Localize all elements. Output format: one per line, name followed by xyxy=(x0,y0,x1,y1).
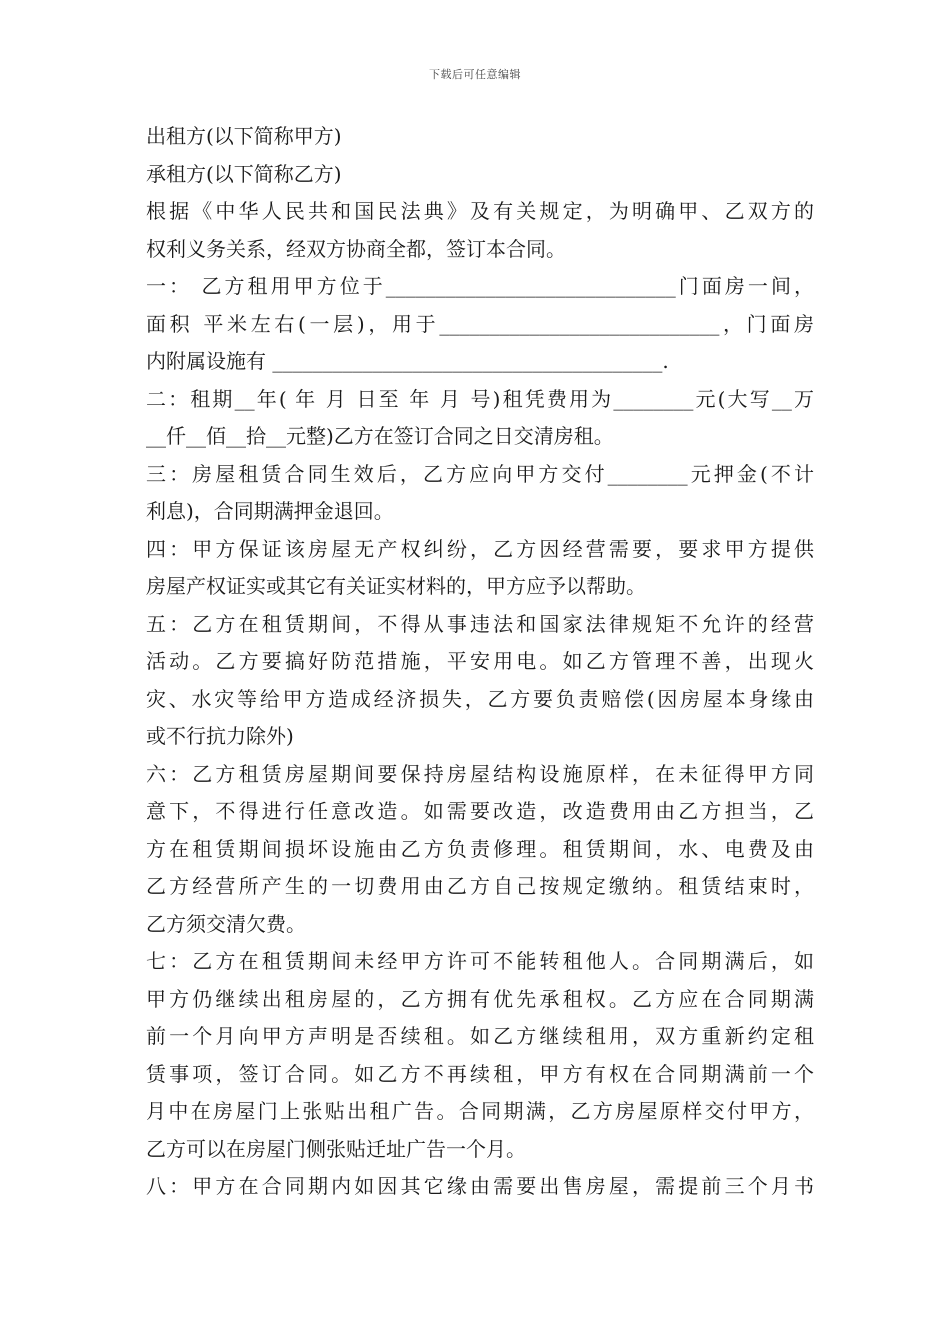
text-line: 利息)，合同期满押金退回。 xyxy=(146,499,394,523)
text-line: 乙方经营所产生的一切费用由乙方自己按规定缴纳。租赁结束时， xyxy=(146,874,814,898)
text-line: 意下，不得进行任意改造。如需要改造，改造费用由乙方担当，乙 xyxy=(146,799,814,823)
contract-body xyxy=(146,118,814,1206)
text-line: 三：房屋租赁合同生效后，乙方应向甲方交付________元押金(不计 xyxy=(146,461,814,486)
text-line: 六：乙方租赁房屋期间要保持房屋结构设施原样，在未征得甲方同 xyxy=(146,761,814,786)
text-line: 乙方须交清欠费。 xyxy=(146,911,306,936)
text-line: 乙方可以在房屋门侧张贴迁址广告一个月。 xyxy=(146,1136,526,1161)
text-line: 五：乙方在租赁期间，不得从事违法和国家法律规矩不允许的经营 xyxy=(146,611,814,636)
text-line: 八：甲方在合同期内如因其它缘由需要出售房屋，需提前三个月书 xyxy=(146,1174,814,1198)
text-line: 七：乙方在租赁期间未经甲方许可不能转租他人。合同期满后，如 xyxy=(146,949,814,973)
text-line: __仟__佰__拾__元整)乙方在签订合同之日交清房租。 xyxy=(146,424,614,448)
text-line: 权利义务关系，经双方协商全都，签订本合同。 xyxy=(146,236,566,261)
text-line: 前一个月向甲方声明是否续租。如乙方继续租用，双方重新约定租 xyxy=(146,1024,814,1048)
text-line: 承租方(以下简称乙方) xyxy=(146,161,342,186)
text-line: 一： 乙方租用甲方位于_____________________________门面房一间， xyxy=(146,274,814,298)
text-line: 内附属设施有 _______________________________________. xyxy=(146,349,669,373)
text-line: 根据《中华人民共和国民法典》及有关规定，为明确甲、乙双方的 xyxy=(146,199,814,223)
text-line: 月中在房屋门上张贴出租广告。合同期满，乙方房屋原样交付甲方， xyxy=(146,1099,814,1123)
text-line: 或不行抗力除外) xyxy=(146,724,294,748)
text-line: 方在租赁期间损坏设施由乙方负责修理。租赁期间，水、电费及由 xyxy=(146,836,814,861)
text-line: 四：甲方保证该房屋无产权纠纷，乙方因经营需要，要求甲方提供 xyxy=(146,536,814,561)
text-line: 二：租期__年( 年 月 日至 年 月 号)租凭费用为________元(大写__万 xyxy=(146,386,814,411)
text-line: 活动。乙方要搞好防范措施，平安用电。如乙方管理不善，出现火 xyxy=(146,649,814,673)
text-line: 房屋产权证实或其它有关证实材料的，甲方应予以帮助。 xyxy=(146,574,646,598)
text-line: 赁事项，签订合同。如乙方不再续租，甲方有权在合同期满前一个 xyxy=(146,1061,814,1086)
text-line: 出租方(以下简称甲方) xyxy=(146,124,342,148)
text-line: 灾、水灾等给甲方造成经济损失，乙方要负责赔偿(因房屋本身缘由 xyxy=(146,686,814,711)
text-line: 甲方仍继续出租房屋的，乙方拥有优先承租权。乙方应在合同期满 xyxy=(146,986,814,1011)
header-note: 下载后可任意编辑 xyxy=(429,68,521,81)
text-line: 面积 平米左右(一层)，用于____________________________，门面房 xyxy=(146,311,814,336)
